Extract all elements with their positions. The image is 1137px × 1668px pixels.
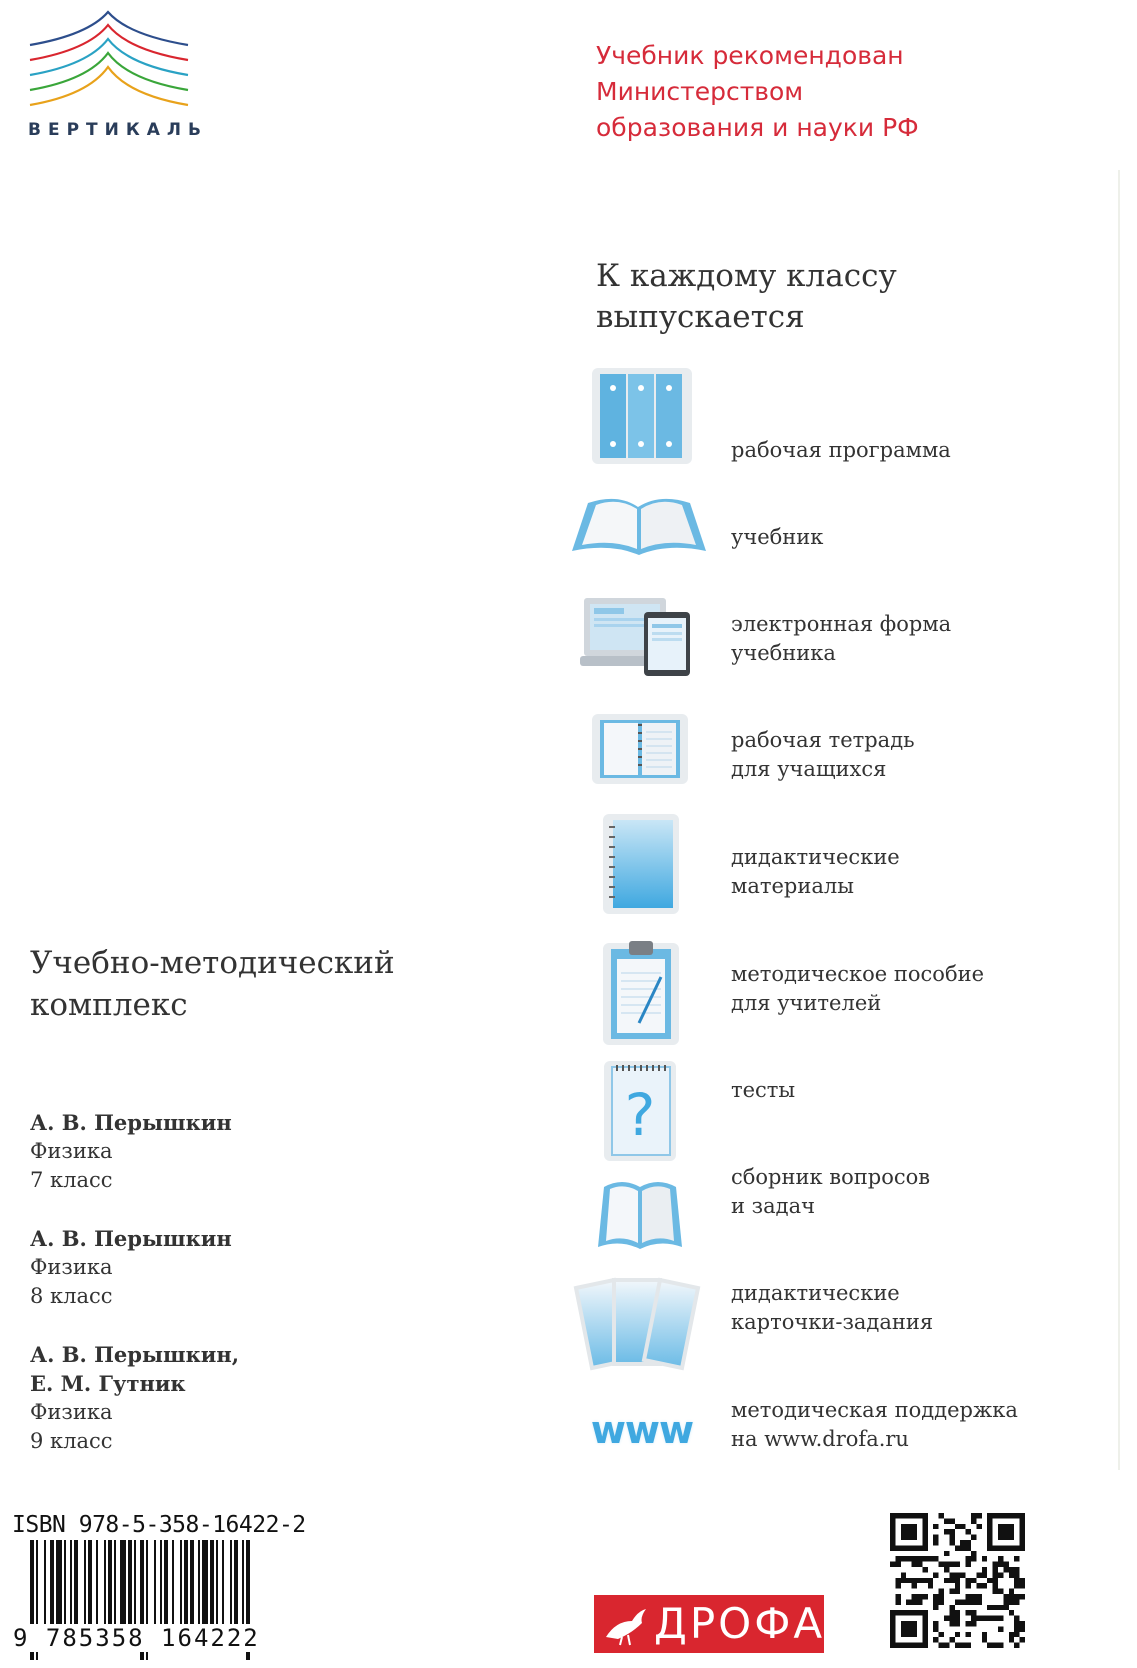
bustard-icon (602, 1603, 650, 1647)
edge-line (1118, 170, 1120, 1470)
item-label (731, 960, 984, 1018)
laptop-tablet-icon (578, 594, 698, 680)
book-subject: Физика (30, 1255, 113, 1279)
book-subject: Физика (30, 1400, 113, 1424)
ministry-line: образования и науки РФ (596, 113, 919, 142)
item-label-line: дидактические (731, 845, 900, 869)
notebook-icon (601, 812, 681, 916)
item-label-line: рабочая тетрадь (731, 728, 915, 752)
ministry-line: Министерством (596, 77, 804, 106)
item-label (731, 610, 951, 668)
book-grade: 8 класс (30, 1284, 113, 1308)
book-author: А. В. Перышкин (30, 1226, 232, 1251)
book-entry (30, 1340, 239, 1456)
item-label (731, 523, 823, 552)
book-author: Е. М. Гутник (30, 1371, 186, 1396)
book-author: А. В. Перышкин, (30, 1342, 240, 1367)
book-author: А. В. Перышкин (30, 1110, 232, 1135)
item-label (731, 1076, 795, 1105)
umk-line: Учебно-методический (30, 945, 395, 981)
item-label (731, 726, 915, 784)
umk-heading (30, 942, 470, 1026)
www-text: www (590, 1408, 694, 1452)
item-label (731, 1163, 930, 1221)
item-label-line: дидактические (731, 1281, 900, 1305)
clipboard-icon (601, 937, 681, 1047)
standing-book-icon (592, 1173, 688, 1257)
barcode-digits: 9 785358 164222 (13, 1624, 260, 1652)
item-label-line: рабочая программа (731, 438, 951, 462)
book-grade: 9 класс (30, 1429, 113, 1453)
item-label-line: материалы (731, 874, 854, 898)
qr-code-icon (890, 1513, 1025, 1648)
section-heading (596, 256, 996, 338)
item-label-line: тесты (731, 1078, 796, 1102)
book-entry (30, 1224, 232, 1311)
svg-text:?: ? (624, 1081, 656, 1149)
ministry-line: Учебник рекомендован (596, 41, 904, 70)
heading-line: К каждому классу (596, 258, 897, 294)
item-label (731, 436, 951, 465)
workbook-icon (590, 712, 690, 786)
logo-wordmark: ВЕРТИКАЛЬ (28, 120, 208, 140)
binders-icon (590, 366, 694, 466)
item-label-line: методическое пособие (731, 962, 985, 986)
heading-line: выпускается (596, 299, 805, 335)
item-label-line: учебника (731, 641, 836, 665)
book-grade: 7 класс (30, 1168, 113, 1192)
www-icon (582, 1408, 702, 1452)
item-label-line: на www.drofa.ru (731, 1427, 909, 1451)
book-subject: Физика (30, 1139, 113, 1163)
item-label-line: электронная форма (731, 612, 952, 636)
item-label-line: для учителей (731, 991, 882, 1015)
item-label-line: для учащихся (731, 757, 887, 781)
item-label-line: методическая поддержка (731, 1398, 1018, 1422)
book-entry (30, 1108, 232, 1195)
umk-line: комплекс (30, 987, 188, 1023)
item-label-line: карточки-задания (731, 1310, 934, 1334)
cards-icon (570, 1274, 704, 1372)
item-label-line: сборник вопросов (731, 1165, 931, 1189)
item-label (731, 843, 900, 901)
isbn-text: ISBN 978-5-358-16422-2 (12, 1512, 306, 1538)
item-label (731, 1396, 1018, 1454)
item-label-line: учебник (731, 525, 824, 549)
item-label-line: и задач (731, 1194, 815, 1218)
ministry-recommendation (596, 38, 1016, 146)
open-book-icon (568, 493, 710, 559)
publisher-name: ДРОФА (654, 1599, 826, 1648)
item-label (731, 1279, 933, 1337)
question-notepad-icon (602, 1059, 678, 1163)
